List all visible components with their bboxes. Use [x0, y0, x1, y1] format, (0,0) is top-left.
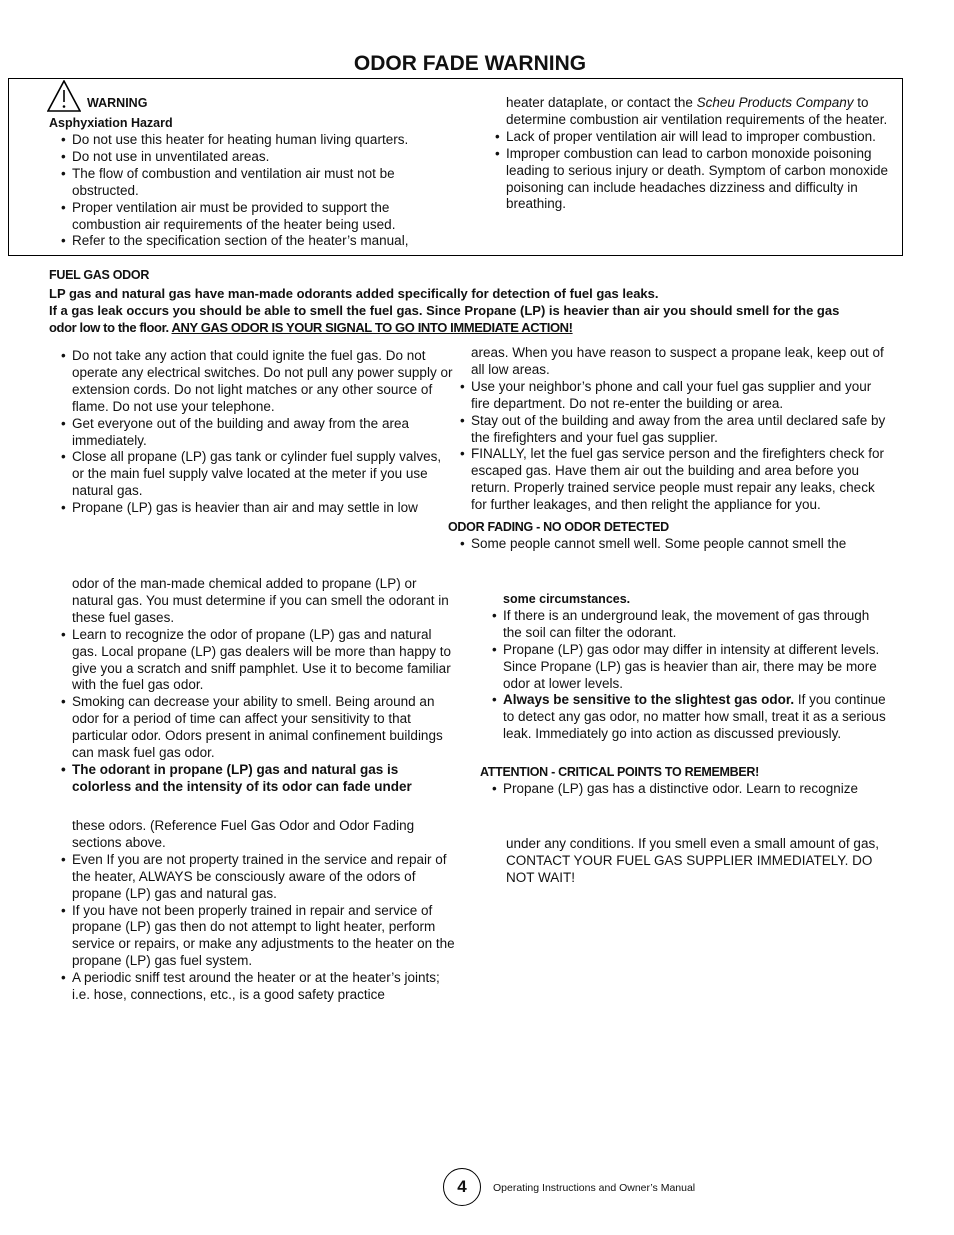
continued-text: these odors. (Reference Fuel Gas Odor and Odor Fading sections above. — [72, 818, 415, 850]
list-item: • Do not take any action that could ignite the fuel gas. Do not operate any electrical switches. Do not pull any power supply or extension cords. Do not light matches or any other source of flame. Do not use your telephone. — [58, 348, 456, 416]
section2-right-list — [489, 591, 889, 743]
warning-left-list — [58, 132, 443, 250]
footer-manual-title: Operating Instructions and Owner’s Manual — [493, 1182, 696, 1194]
warning-right-list — [492, 95, 890, 213]
attention-continued-text: under any conditions. If you smell even a small amount of gas, CONTACT YOUR FUEL GAS SUPPLIER IMMEDIATELY. DO NOT WAIT! — [506, 836, 879, 885]
list-item-bold: • The odorant in propane (LP) gas and natural gas is colorless and the intensity of its odor can fade under — [58, 762, 456, 796]
page-title: ODOR FADE WARNING — [353, 52, 587, 75]
list-item: • The flow of combustion and ventilation air must not be obstructed. — [58, 166, 443, 200]
continued-text: heater dataplate, or contact the Scheu Products Company to determine combustion air ventilation requirements of the heater. — [506, 95, 888, 127]
list-item: • Smoking can decrease your ability to smell. Being around an odor for a period of time can affect your sensitivity to that particular odor. Odors present in animal confinement buildings can mask fuel gas odor. — [58, 694, 456, 762]
list-item: • Proper ventilation air must be provided to support the combustion air requirements of the heater being used. — [58, 200, 443, 234]
list-item: • Do not use in unventilated areas. — [58, 149, 443, 166]
odor-fading-list — [457, 536, 893, 553]
list-item: • Lack of proper ventilation air will lead to improper combustion. — [492, 129, 890, 146]
list-item: • If there is an underground leak, the movement of gas through the soil can filter the odorant. — [489, 608, 889, 642]
list-item: • Improper combustion can lead to carbon monoxide poisoning leading to serious injury or death. Symptom of carbon monoxide poisoning can include headaches dizziness and difficulty in breathing. — [492, 146, 890, 214]
list-item: • Propane (LP) gas is heavier than air and may settle in low — [58, 500, 456, 517]
list-item: • Stay out of the building and away from the area until declared safe by the firefighters and your fuel gas supplier. — [457, 413, 893, 447]
fuel-gas-odor-heading: FUEL GAS ODOR — [49, 268, 150, 282]
list-item: • Use your neighbor’s phone and call your fuel gas supplier and your fire department. Do not re-enter the building or area. — [457, 379, 893, 413]
section2-left-list — [58, 576, 456, 796]
list-item: • Propane (LP) gas has a distinctive odor. Learn to recognize — [489, 781, 899, 798]
list-item: • Even If you are not property trained in the service and repair of the heater, ALWAYS be consciously aware of the odors of propane (LP) gas and natural gas. — [58, 852, 456, 903]
list-item: • Close all propane (LP) gas tank or cylinder fuel supply valves, or the main fuel supply valve located at the meter if you use natural gas. — [58, 449, 456, 500]
section3-left-list — [58, 818, 456, 1004]
section1-right-list — [457, 345, 893, 514]
list-item: • If you have not been properly trained in repair and service of propane (LP) gas then do not attempt to light heater, perform service or repairs, or make any adjustments to the heater on the propane (LP) gas fuel system. — [58, 903, 456, 971]
list-item: • Some people cannot smell well. Some people cannot smell the — [457, 536, 893, 553]
odor-fading-heading: ODOR FADING - NO ODOR DETECTED — [448, 520, 669, 534]
list-item: • Learn to recognize the odor of propane (LP) gas and natural gas. Local propane (LP) gas dealers will be more than happy to give you a scratch and sniff pamphlet. Use it to become familiar with the fuel gas odor. — [58, 627, 456, 695]
attention-list — [489, 781, 899, 798]
page-number: 4 — [443, 1168, 481, 1206]
hazard-label: Asphyxiation Hazard — [49, 116, 173, 130]
warning-label: WARNING — [87, 96, 148, 110]
continued-text: some circumstances. — [503, 592, 631, 606]
list-item: • A periodic sniff test around the heater or at the heater’s joints; i.e. hose, connections, etc., is a good safety practice — [58, 970, 456, 1004]
fuel-gas-odor-intro: LP gas and natural gas have man-made odorants added specifically for detection of fuel gas leaks. If a gas leak occurs you should be able to smell the fuel gas. Since Propane (LP) is heavier than air you should smell for the gas odor low to the floor. ANY GAS ODOR IS YOUR SIGNAL TO GO INTO IMMEDIATE ACTION! — [49, 286, 840, 335]
list-item: • Propane (LP) gas odor may differ in intensity at different levels. Since Propane (LP) gas is heavier than air, there may be more odor at lower levels. — [489, 642, 889, 693]
list-item: • Get everyone out of the building and away from the area immediately. — [58, 416, 456, 450]
section1-left-list — [58, 348, 456, 517]
warning-triangle-icon — [47, 80, 81, 112]
company-name: Scheu Products Company — [696, 95, 854, 110]
action-warning: ANY GAS ODOR IS YOUR SIGNAL TO GO INTO IMMEDIATE ACTION! — [171, 320, 573, 335]
list-item: • FINALLY, let the fuel gas service person and the firefighters check for escaped gas. Have them air out the building and area before you return. Properly trained service people must repair any leaks, check for further leakages, and then relight the appliance for you. — [457, 446, 893, 514]
continued-text: odor of the man-made chemical added to propane (LP) or natural gas. You must determine if you can smell the odorant in these fuel gases. — [72, 576, 449, 625]
attention-heading: ATTENTION - CRITICAL POINTS TO REMEMBER! — [480, 765, 759, 779]
list-item: • Always be sensitive to the slightest gas odor. If you continue to detect any gas odor, no matter how small, treat it as a serious leak. Immediately go into action as discussed previously. — [489, 692, 889, 743]
continued-text: areas. When you have reason to suspect a propane leak, keep out of all low areas. — [471, 345, 884, 377]
list-item: • Do not use this heater for heating human living quarters. — [58, 132, 443, 149]
list-item: • Refer to the specification section of the heater’s manual, — [58, 233, 443, 250]
